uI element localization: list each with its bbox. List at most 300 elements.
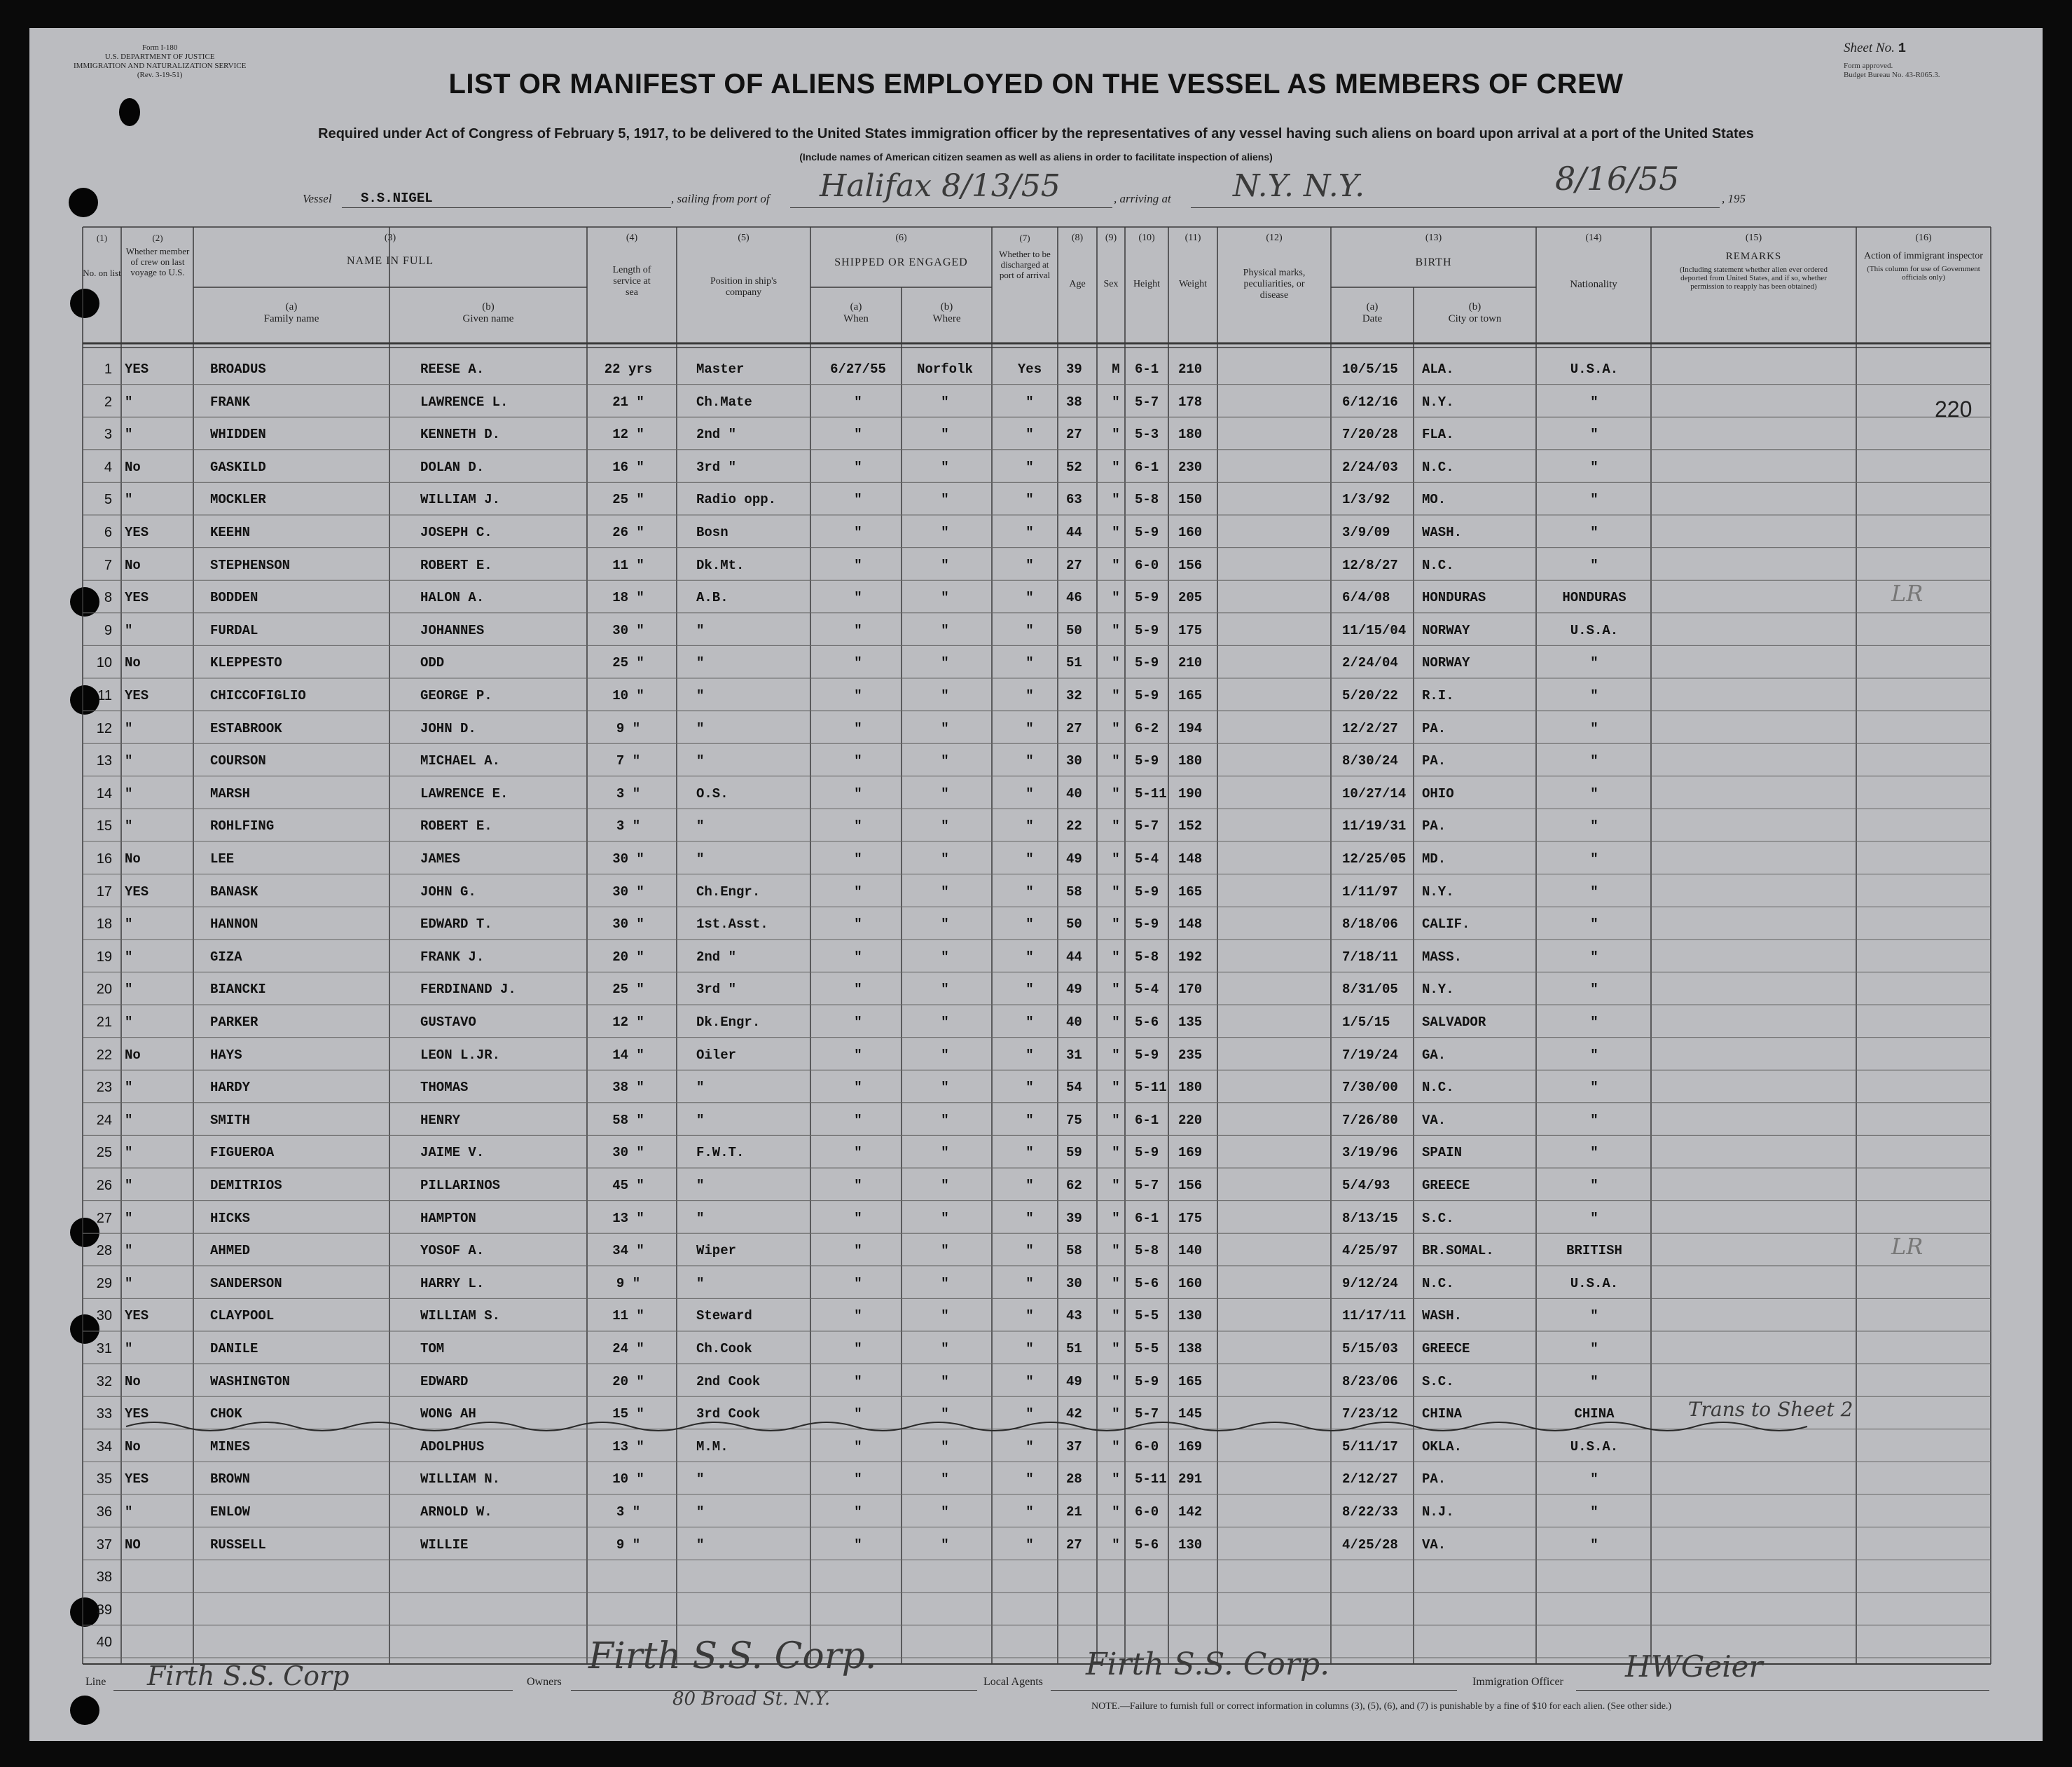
birth-date-cell: 8/30/24 [1342, 753, 1398, 769]
birth-date-cell: 5/11/17 [1342, 1438, 1398, 1455]
age-cell: 63 [1066, 492, 1082, 508]
birth-city-cell: GREECE [1422, 1341, 1470, 1356]
given-name-cell: REESE A. [420, 362, 485, 377]
arriving-label: , arriving at [1114, 192, 1171, 205]
birth-date-cell: 11/15/04 [1342, 622, 1407, 638]
row-number: 12 [96, 720, 112, 736]
shipped-when-cell: " [854, 622, 862, 638]
given-name-cell: WONG AH [420, 1406, 476, 1422]
age-cell: 30 [1066, 1275, 1082, 1291]
age-cell: 49 [1066, 851, 1082, 867]
shipped-when-cell: " [854, 785, 862, 802]
shipped-where-cell: " [941, 1504, 949, 1520]
shipped-when-cell: " [854, 1145, 862, 1161]
shipped-when-cell: " [854, 949, 862, 965]
member-last-voyage-cell: No [125, 459, 141, 475]
weight-cell: 165 [1178, 1373, 1203, 1389]
weight-cell: 130 [1178, 1536, 1203, 1553]
given-name-cell: WILLIAM N. [420, 1471, 501, 1487]
weight-cell: 169 [1178, 1438, 1203, 1455]
weight-cell: 156 [1178, 557, 1203, 573]
given-name-cell: JOSEPH C. [420, 525, 492, 540]
birth-date-cell: 3/19/96 [1342, 1145, 1398, 1161]
col-5-header: (5) Position in ship's company [710, 233, 778, 298]
row-number: 23 [96, 1080, 112, 1096]
discharged-cell: " [1025, 1275, 1034, 1291]
weight-cell: 169 [1178, 1145, 1203, 1161]
given-name-cell: TOM [420, 1341, 445, 1356]
service-length-cell: 12 " [612, 427, 644, 443]
shipped-where-cell: " [941, 1438, 949, 1455]
table-row [0, 1497, 2072, 1530]
given-name-cell: FERDINAND J. [420, 982, 516, 998]
shipped-when-cell: " [854, 1471, 862, 1487]
table-row [0, 1301, 2072, 1334]
height-cell: 5-6 [1135, 1275, 1159, 1291]
shipped-when-cell: " [854, 1341, 862, 1356]
birth-city-cell: CALIF. [1422, 916, 1470, 933]
service-length-cell: 25 " [612, 655, 644, 671]
birth-date-cell: 12/25/05 [1342, 851, 1407, 867]
service-length-cell: 3 " [616, 1504, 641, 1520]
height-cell: 5-9 [1135, 916, 1159, 933]
row-number: 15 [96, 818, 112, 834]
weight-cell: 165 [1178, 688, 1203, 703]
line-label: Line [85, 1676, 106, 1688]
nationality-cell: " [1590, 1471, 1598, 1487]
shipped-where-cell: " [941, 1015, 949, 1030]
discharged-cell: " [1025, 1504, 1034, 1520]
given-name-cell: JOHN D. [420, 720, 476, 736]
col-4-header: (4) Length of service at sea [612, 233, 651, 298]
given-name-cell: ROBERT E. [420, 818, 492, 834]
agents-value: Firth S.S. Corp. [1086, 1646, 1330, 1682]
birth-date-cell: 2/24/04 [1342, 655, 1398, 671]
table-row [0, 518, 2072, 551]
shipped-where-cell: Norfolk [917, 362, 973, 377]
weight-cell: 291 [1178, 1471, 1203, 1487]
birth-date-cell: 12/2/27 [1342, 720, 1398, 736]
birth-date-cell: 7/18/11 [1342, 949, 1398, 965]
age-cell: 42 [1066, 1406, 1082, 1422]
shipped-where-cell: " [941, 1308, 949, 1324]
table-row [0, 355, 2072, 387]
table-row [0, 1008, 2072, 1040]
service-length-cell: 25 " [612, 982, 644, 998]
position-cell: " [696, 1471, 705, 1487]
table-row [0, 1073, 2072, 1106]
shipped-where-cell: " [941, 1080, 949, 1096]
shipped-where-cell: " [941, 785, 949, 802]
row-number: 16 [96, 851, 112, 867]
position-cell: F.W.T. [696, 1145, 745, 1161]
discharged-cell: " [1025, 427, 1034, 443]
shipped-when-cell: " [854, 916, 862, 933]
row-number: 22 [96, 1047, 112, 1063]
given-name-cell: LAWRENCE E. [420, 785, 509, 802]
family-name-cell: STEPHENSON [210, 557, 291, 573]
birth-date-cell: 7/20/28 [1342, 427, 1398, 443]
sex-cell: " [1112, 1178, 1120, 1193]
family-name-cell: HANNON [210, 916, 258, 933]
shipped-when-cell: " [854, 1406, 862, 1422]
age-cell: 27 [1066, 557, 1082, 573]
row-number: 13 [96, 753, 112, 769]
agents-underline [1051, 1690, 1457, 1691]
height-cell: 5-9 [1135, 525, 1159, 540]
service-length-cell: 12 " [612, 1015, 644, 1030]
sex-cell: " [1112, 590, 1120, 606]
family-name-cell: AHMED [210, 1243, 251, 1259]
height-cell: 5-8 [1135, 492, 1159, 508]
discharged-cell: " [1025, 785, 1034, 802]
nationality-cell: " [1590, 427, 1598, 443]
nationality-cell: " [1590, 753, 1598, 769]
given-name-cell: JOHANNES [420, 622, 485, 638]
family-name-cell: BIANCKI [210, 982, 266, 998]
discharged-cell: " [1025, 1243, 1034, 1259]
service-length-cell: 15 " [612, 1406, 644, 1422]
family-name-cell: DANILE [210, 1341, 258, 1356]
shipped-when-cell: " [854, 655, 862, 671]
family-name-cell: SMITH [210, 1112, 251, 1128]
position-cell: 3rd Cook [696, 1406, 761, 1422]
service-length-cell: 13 " [612, 1438, 644, 1455]
age-cell: 22 [1066, 818, 1082, 834]
position-cell: " [696, 688, 705, 703]
discharged-cell: " [1025, 1406, 1034, 1422]
birth-date-cell: 4/25/97 [1342, 1243, 1398, 1259]
family-name-cell: MOCKLER [210, 492, 266, 508]
sex-cell: " [1112, 1047, 1120, 1063]
service-length-cell: 3 " [616, 818, 641, 834]
position-cell: Bosn [696, 525, 728, 540]
col-3a-header: (a) Family name [263, 301, 319, 324]
given-name-cell: WILLIAM J. [420, 492, 501, 508]
member-last-voyage-cell: " [125, 492, 133, 508]
service-length-cell: 11 " [612, 557, 644, 573]
discharged-cell: " [1025, 525, 1034, 540]
birth-city-cell: S.C. [1422, 1373, 1454, 1389]
col-6-header: (6) SHIPPED OR ENGAGED [834, 233, 968, 268]
discharged-cell: " [1025, 1308, 1034, 1324]
family-name-cell: ENLOW [210, 1504, 251, 1520]
row-number: 6 [104, 525, 112, 540]
nationality-cell: " [1590, 982, 1598, 998]
birth-city-cell: SALVADOR [1422, 1015, 1486, 1030]
nationality-cell: " [1590, 1536, 1598, 1553]
row-number: 40 [96, 1635, 112, 1651]
col-6a-header: (a) When [843, 301, 869, 324]
height-cell: 5-7 [1135, 1178, 1159, 1193]
service-length-cell: 30 " [612, 622, 644, 638]
birth-date-cell: 8/18/06 [1342, 916, 1398, 933]
service-length-cell: 30 " [612, 1145, 644, 1161]
birth-date-cell: 1/3/92 [1342, 492, 1390, 508]
document-note: (Include names of American citizen seamen as well as aliens in order to facilitate inspection of aliens) [799, 151, 1273, 163]
discharged-cell: " [1025, 1112, 1034, 1128]
age-cell: 38 [1066, 394, 1082, 410]
weight-cell: 230 [1178, 459, 1203, 475]
service-length-cell: 9 " [616, 1536, 641, 1553]
family-name-cell: KEEHN [210, 525, 251, 540]
sex-cell: " [1112, 1438, 1120, 1455]
shipped-when-cell: " [854, 1112, 862, 1128]
discharged-cell: " [1025, 1536, 1034, 1553]
discharged-cell: " [1025, 1178, 1034, 1193]
birth-city-cell: VA. [1422, 1112, 1446, 1128]
weight-cell: 180 [1178, 427, 1203, 443]
shipped-when-cell: " [854, 1178, 862, 1193]
given-name-cell: LEON L.JR. [420, 1047, 501, 1063]
height-cell: 6-0 [1135, 1504, 1159, 1520]
height-cell: 5-9 [1135, 883, 1159, 900]
owners-label: Owners [527, 1676, 562, 1688]
age-cell: 58 [1066, 1243, 1082, 1259]
service-length-cell: 34 " [612, 1243, 644, 1259]
age-cell: 30 [1066, 753, 1082, 769]
height-cell: 5-4 [1135, 982, 1159, 998]
nationality-cell: " [1590, 1145, 1598, 1161]
member-last-voyage-cell: " [125, 1178, 133, 1193]
sex-cell: " [1112, 557, 1120, 573]
family-name-cell: BROADUS [210, 362, 266, 377]
birth-date-cell: 5/4/93 [1342, 1178, 1390, 1193]
position-cell: 1st.Asst. [696, 916, 768, 933]
discharged-cell: " [1025, 688, 1034, 703]
col-10-header: (10) Height [1133, 233, 1161, 289]
weight-cell: 175 [1178, 622, 1203, 638]
family-name-cell: LEE [210, 851, 235, 867]
col-2-header: (2) Whether member of crew on last voyage to U.S. [125, 233, 190, 277]
nationality-cell: " [1590, 1112, 1598, 1128]
col-3b-header: (b) Given name [462, 301, 514, 324]
row-number: 24 [96, 1112, 112, 1128]
age-cell: 21 [1066, 1504, 1082, 1520]
col-9-header: (9) Sex [1103, 233, 1119, 289]
given-name-cell: PILLARINOS [420, 1178, 501, 1193]
height-cell: 5-11 [1135, 1471, 1167, 1487]
col-6b-header: (b) Where [932, 301, 961, 324]
nationality-cell: " [1590, 1015, 1598, 1030]
sex-cell: " [1112, 655, 1120, 671]
shipped-where-cell: " [941, 557, 949, 573]
height-cell: 6-1 [1135, 459, 1159, 475]
row-number: 27 [96, 1210, 112, 1226]
discharged-cell: " [1025, 1438, 1034, 1455]
birth-city-cell: PA. [1422, 818, 1446, 834]
height-cell: 5-9 [1135, 688, 1159, 703]
member-last-voyage-cell: No [125, 1047, 141, 1063]
nationality-cell: " [1590, 949, 1598, 965]
height-cell: 5-9 [1135, 1047, 1159, 1063]
nationality-cell: " [1590, 557, 1598, 573]
col-1-header: (1) No. on list [83, 233, 121, 278]
col-15-header: (15) REMARKS (Including statement whether alien ever ordered deported from United States, and if so, whether permission to reapply has been obtained) [1679, 233, 1828, 291]
weight-cell: 235 [1178, 1047, 1203, 1063]
position-cell: " [696, 1504, 705, 1520]
col-8-header: (8) Age [1069, 233, 1086, 289]
row-number: 34 [96, 1438, 112, 1455]
member-last-voyage-cell: " [125, 1504, 133, 1520]
sex-cell: " [1112, 1406, 1120, 1422]
service-length-cell: 14 " [612, 1047, 644, 1063]
age-cell: 75 [1066, 1112, 1082, 1128]
member-last-voyage-cell: " [125, 1112, 133, 1128]
family-name-cell: BROWN [210, 1471, 251, 1487]
height-cell: 6-0 [1135, 1438, 1159, 1455]
height-cell: 6-1 [1135, 1112, 1159, 1128]
member-last-voyage-cell: " [125, 622, 133, 638]
discharged-cell: " [1025, 883, 1034, 900]
shipped-when-cell: " [854, 753, 862, 769]
given-name-cell: THOMAS [420, 1080, 469, 1096]
birth-city-cell: N.C. [1422, 1275, 1454, 1291]
shipped-when-cell: " [854, 982, 862, 998]
member-last-voyage-cell: " [125, 1243, 133, 1259]
nationality-cell: HONDURAS [1562, 590, 1626, 606]
birth-city-cell: N.Y. [1422, 883, 1454, 900]
sex-cell: " [1112, 525, 1120, 540]
family-name-cell: MINES [210, 1438, 251, 1455]
age-cell: 32 [1066, 688, 1082, 703]
position-cell: " [696, 1080, 705, 1096]
discharged-cell: " [1025, 557, 1034, 573]
row-number: 9 [104, 622, 112, 638]
family-name-cell: COURSON [210, 753, 266, 769]
member-last-voyage-cell: NO [125, 1536, 141, 1553]
age-cell: 46 [1066, 590, 1082, 606]
form-identifier: Form I-180 U.S. DEPARTMENT OF JUSTICE IMMIGRATION AND NATURALIZATION SERVICE (Rev. 3-19-51) [74, 43, 247, 79]
service-length-cell: 20 " [612, 949, 644, 965]
discharged-cell: " [1025, 1015, 1034, 1030]
shipped-where-cell: " [941, 1047, 949, 1063]
given-name-cell: EDWARD T. [420, 916, 492, 933]
birth-date-cell: 7/19/24 [1342, 1047, 1398, 1063]
row-number: 11 [97, 688, 112, 703]
shipped-where-cell: " [941, 688, 949, 703]
shipped-where-cell: " [941, 394, 949, 410]
height-cell: 6-0 [1135, 557, 1159, 573]
col-13-header: (13) BIRTH [1415, 233, 1452, 268]
position-cell: Ch.Mate [696, 394, 752, 410]
nationality-cell: " [1590, 1504, 1598, 1520]
discharged-cell: " [1025, 622, 1034, 638]
birth-city-cell: CHINA [1422, 1406, 1463, 1422]
height-cell: 5-9 [1135, 753, 1159, 769]
service-length-cell: 11 " [612, 1308, 644, 1324]
table-row [0, 877, 2072, 910]
given-name-cell: HENRY [420, 1112, 461, 1128]
table-row [0, 942, 2072, 975]
shipped-where-cell: " [941, 818, 949, 834]
position-cell: " [696, 851, 705, 867]
given-name-cell: LAWRENCE L. [420, 394, 509, 410]
service-length-cell: 26 " [612, 525, 644, 540]
sex-cell: " [1112, 720, 1120, 736]
sailing-port-value: Halifax 8/13/55 [820, 168, 1061, 204]
weight-cell: 145 [1178, 1406, 1203, 1422]
table-row [0, 975, 2072, 1008]
given-name-cell: FRANK J. [420, 949, 485, 965]
given-name-cell: EDWARD [420, 1373, 469, 1389]
service-length-cell: 58 " [612, 1112, 644, 1128]
weight-cell: 160 [1178, 1275, 1203, 1291]
discharged-cell: " [1025, 1047, 1034, 1063]
discharged-cell: " [1025, 1080, 1034, 1096]
given-name-cell: JOHN G. [420, 883, 476, 900]
age-cell: 39 [1066, 1210, 1082, 1226]
row-number: 10 [96, 655, 112, 671]
birth-city-cell: NORWAY [1422, 655, 1470, 671]
row-number: 31 [96, 1341, 112, 1356]
nationality-cell: " [1590, 1210, 1598, 1226]
family-name-cell: PARKER [210, 1015, 258, 1030]
birth-date-cell: 11/19/31 [1342, 818, 1407, 834]
position-cell: 2nd " [696, 949, 737, 965]
nationality-cell: " [1590, 525, 1598, 540]
member-last-voyage-cell: No [125, 1438, 141, 1455]
birth-city-cell: GREECE [1422, 1178, 1470, 1193]
service-length-cell: 22 yrs [604, 362, 653, 377]
nationality-cell: " [1590, 1047, 1598, 1063]
height-cell: 5-9 [1135, 655, 1159, 671]
age-cell: 27 [1066, 720, 1082, 736]
birth-city-cell: PA. [1422, 1471, 1446, 1487]
member-last-voyage-cell: No [125, 557, 141, 573]
position-cell: Oiler [696, 1047, 737, 1063]
birth-date-cell: 6/12/16 [1342, 394, 1398, 410]
birth-city-cell: SPAIN [1422, 1145, 1463, 1161]
nationality-cell: U.S.A. [1570, 1438, 1619, 1455]
document-subtitle: Required under Act of Congress of February 5, 1917, to be delivered to the United States immigration officer by the representatives of any vessel having such aliens on board upon arrival at a port of the United States [318, 126, 1754, 142]
height-cell: 5-5 [1135, 1308, 1159, 1324]
position-cell: O.S. [696, 785, 728, 802]
weight-cell: 150 [1178, 492, 1203, 508]
sex-cell: " [1112, 1015, 1120, 1030]
shipped-when-cell: " [854, 590, 862, 606]
sex-cell: " [1112, 1308, 1120, 1324]
member-last-voyage-cell: " [125, 1341, 133, 1356]
sex-cell: " [1112, 785, 1120, 802]
row-number: 8 [104, 590, 112, 606]
sheet-number: Sheet No. 1 [1844, 41, 1906, 56]
shipped-when-cell: " [854, 1243, 862, 1259]
given-name-cell: ROBERT E. [420, 557, 492, 573]
member-last-voyage-cell: " [125, 1145, 133, 1161]
weight-cell: 194 [1178, 720, 1203, 736]
birth-city-cell: N.Y. [1422, 982, 1454, 998]
shipped-when-cell: " [854, 1047, 862, 1063]
family-name-cell: CHICCOFIGLIO [210, 688, 306, 703]
age-cell: 62 [1066, 1178, 1082, 1193]
given-name-cell: GUSTAVO [420, 1015, 476, 1030]
vessel-name: S.S.NIGEL [361, 191, 433, 206]
sex-cell: " [1112, 1504, 1120, 1520]
shipped-when-cell: " [854, 459, 862, 475]
table-row [0, 551, 2072, 584]
shipped-where-cell: " [941, 1373, 949, 1389]
position-cell: Radio opp. [696, 492, 777, 508]
row-number: 30 [96, 1308, 112, 1324]
shipped-when-cell: " [854, 883, 862, 900]
shipped-where-cell: " [941, 883, 949, 900]
inspector-action-cell: LR [1891, 1233, 1923, 1260]
birth-city-cell: N.C. [1422, 459, 1454, 475]
nationality-cell: " [1590, 492, 1598, 508]
shipped-where-cell: " [941, 982, 949, 998]
family-name-cell: CLAYPOOL [210, 1308, 275, 1324]
